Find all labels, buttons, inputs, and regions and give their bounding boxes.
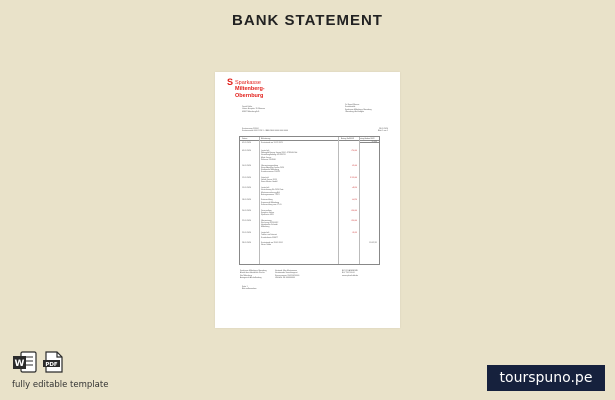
- statement-date: 28.01.2024 Blatt 1 von 1: [378, 128, 388, 133]
- footer-note: Seite 1 Bitte aufbewahren: [242, 286, 257, 291]
- word-file-icon: [12, 351, 38, 373]
- bank-contact: Dr. Bernd Wenner Kontaktstelle Sparkasse Miltenberg-Obernburg Obernburg, Am Heiligen: [345, 104, 372, 113]
- footer-line: www.spk-mil-obb.de: [342, 274, 359, 277]
- row-description-line: Verwaltung Auftrag 445789231: [261, 154, 286, 157]
- footer-line: Sparkasse Miltenberg-Obernburg: [240, 270, 267, 272]
- row-description-line: Überweisungsauftrag: [261, 164, 278, 167]
- row-description-line: Kartenzahlung vom 17.01.: [261, 203, 282, 206]
- row-balance: 11.622,31: [369, 242, 377, 245]
- footer-line: Vorstand: Max Mustermann: [275, 270, 297, 272]
- row-description: [261, 142, 331, 144]
- row-amount: 3.120,00: [350, 176, 357, 179]
- row-date: 25.01.2024: [242, 232, 251, 234]
- row-description-line: Versicherung Kfz 2024 Rate: [261, 189, 284, 192]
- bank-statement-document: [215, 72, 400, 328]
- brand-badge: tourspuno.pe: [487, 365, 605, 391]
- row-description-line: Überweisung: [261, 219, 272, 222]
- row-amount: -200,00: [350, 209, 357, 212]
- row-description: [261, 150, 331, 161]
- row-description: [261, 232, 331, 239]
- row-date: 12.01.2024: [242, 176, 251, 179]
- footer-column: [342, 270, 374, 277]
- row-amount: -48,50: [351, 187, 357, 189]
- row-description: [261, 199, 331, 206]
- footer-line: Sitz Miltenberg: [240, 274, 252, 277]
- row-description-line: Firma Muster GmbH: [261, 181, 278, 184]
- row-description-line: Stadtwerke Miltenberg: [261, 169, 279, 172]
- row-description-line: Neuer Saldo: [261, 244, 271, 247]
- editable-template-caption: fully editable template: [12, 380, 109, 390]
- sparkasse-s-icon: S: [227, 77, 234, 87]
- footer-line: Steuernummer 204/114/00000: [275, 274, 300, 277]
- row-description-line: Kundenkonto 556677: [261, 236, 279, 239]
- row-description-line: Gutschrift: [261, 176, 269, 179]
- row-date: 20.01.2024: [242, 209, 251, 212]
- row-description: [261, 177, 331, 184]
- row-description: [261, 187, 331, 196]
- row-amount: -310,00: [350, 219, 357, 222]
- row-amount: -85,00: [351, 164, 357, 167]
- row-description-line: Kontostand am 31.12.2023: [261, 142, 283, 144]
- row-description-line: Gehalt Januar 2024: [261, 179, 277, 182]
- logo-line-1: Sparkasse: [235, 80, 261, 86]
- table-header: Datum Erläuterung Betrag Soll EUR Betrag Haben EUR: [240, 137, 379, 141]
- row-description-line: Lastschrift: [261, 149, 270, 152]
- row-description: [261, 242, 331, 247]
- row-description-line: Handwerker Schmidt: [261, 224, 278, 227]
- row-amount: -64,20: [351, 199, 357, 202]
- row-description-line: Dauerauftrag: [261, 209, 272, 212]
- footer-line: USt-IdNr. DE 000000000: [275, 276, 295, 279]
- row-description-line: Musterversicherung AG: [261, 191, 280, 194]
- word-label: W: [14, 359, 25, 369]
- row-date: 15.01.2024: [242, 187, 251, 189]
- row-date: 28.01.2024: [242, 242, 251, 245]
- transactions-table: [239, 136, 380, 265]
- row-description-line: Strom Abschlag Januar 2024: [261, 166, 285, 169]
- footer-line: BIC BYLADEM1MIL: [342, 270, 359, 272]
- logo-line-2: Miltenberg-Obernburg: [235, 86, 265, 99]
- row-description-line: Sparplan Januar: [261, 211, 275, 214]
- row-description-line: Rechnung 2024-0012: [261, 221, 279, 224]
- row-description-line: Supermarkt Miltenberg: [261, 201, 280, 204]
- statement-reference: Kontoauszug 2/2024 Kontonummer 0000 1234 5 - IBAN DE00 0000 0000 0000: [242, 128, 289, 133]
- customer-address: Daniel Koller Untere Hauptstr. 35 Weinsee 63897 Miltenberg A.S.: [242, 106, 266, 113]
- row-date: 22.01.2024: [242, 219, 251, 222]
- row-description: [261, 165, 331, 174]
- row-description-line: Lastschrift: [261, 187, 270, 189]
- column-divider: [259, 137, 260, 264]
- pdf-label: PDF: [45, 361, 58, 368]
- row-description: [261, 210, 331, 217]
- page-title: BANK STATEMENT: [232, 12, 383, 29]
- footer-line: Anstalt des öffentlichen Rechts: [240, 272, 265, 275]
- row-amount: -750,00: [350, 149, 357, 152]
- row-description-line: Kontostand am 28.01.2024: [261, 242, 283, 245]
- row-description: [261, 220, 331, 229]
- row-description-line: Referenz 2204560: [261, 158, 276, 161]
- column-divider: [338, 137, 339, 264]
- footer-line: BLZ 796 500 00: [342, 272, 355, 275]
- row-description-line: Beitragsnummer 77821: [261, 193, 280, 196]
- row-description-line: Kartenzahlung: [261, 199, 273, 202]
- row-description-line: Lastschrift: [261, 232, 270, 234]
- footer-column: [275, 270, 307, 279]
- row-description-line: Wohngeld Einzug Januar 2024 - 3789HG Ref.: [261, 152, 298, 155]
- row-date: 03.01.2024: [242, 149, 251, 152]
- row-date: 02.01.2024: [242, 142, 251, 144]
- footer-column: [240, 270, 272, 279]
- row-date: 18.01.2024: [242, 199, 251, 202]
- row-description-line: Telefon und Internet: [261, 234, 277, 237]
- row-date: 10.01.2024: [242, 164, 251, 167]
- row-description-line: Sparkonto 4455: [261, 214, 274, 217]
- pdf-file-icon: [42, 351, 64, 373]
- row-description-line: Miltenberg: [261, 226, 270, 229]
- row-description-line: Kundennummer 114555: [261, 171, 281, 174]
- opening-balance: 10.000: [371, 141, 377, 143]
- column-divider: [359, 137, 360, 264]
- footer-line: Vorsitzender Verwaltungsrat: [275, 272, 298, 275]
- footer-line: Amtsgericht Aschaffenburg: [240, 276, 262, 279]
- row-amount: -39,99: [351, 232, 357, 234]
- row-description-line: Miete Januar: [261, 156, 272, 159]
